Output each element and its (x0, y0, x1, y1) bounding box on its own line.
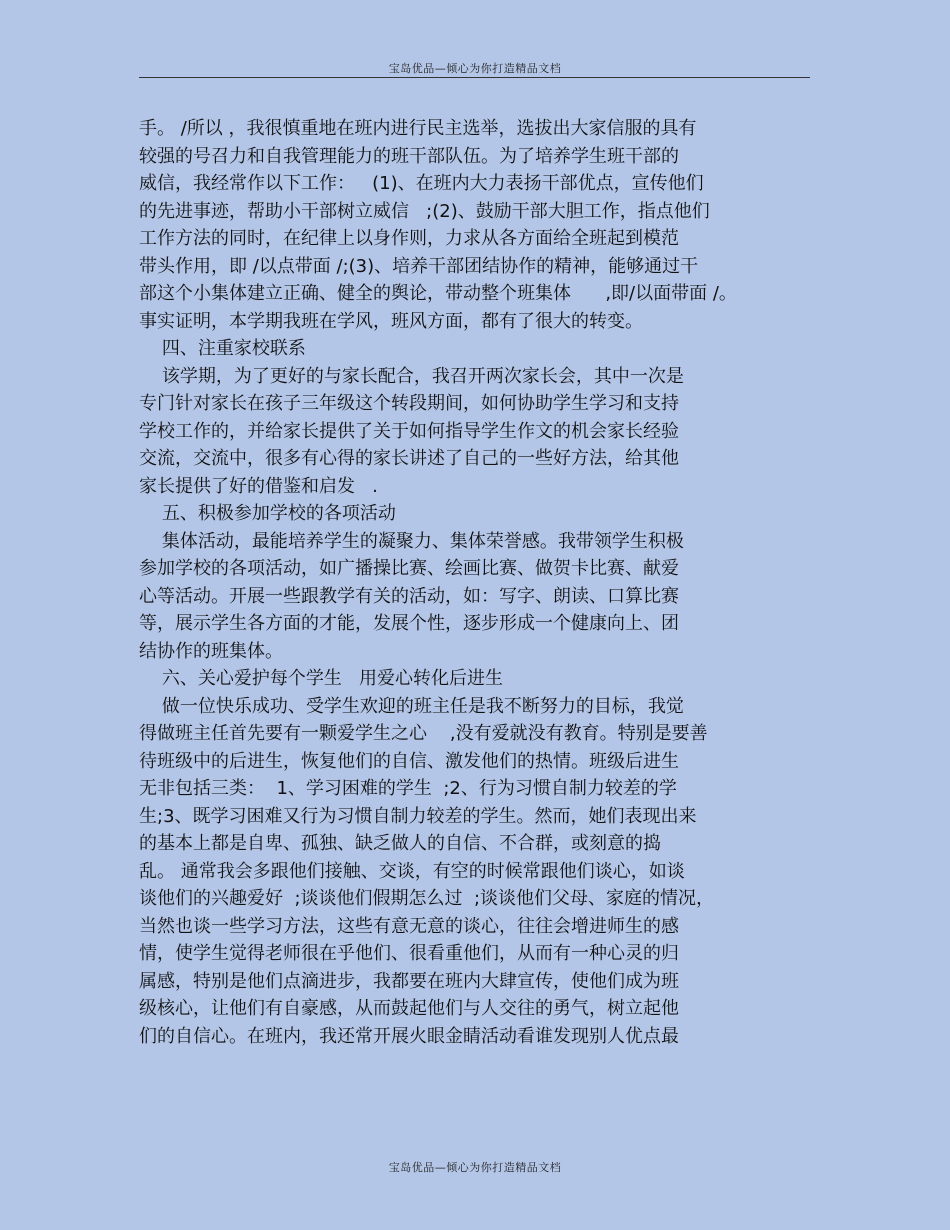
header-divider (139, 77, 810, 78)
text-line: 待班级中的后进生，恢复他们的自信、激发他们的热情。班级后进生 (139, 750, 679, 772)
text-line: 交流，交流中，很多有心得的家长讲述了自己的一些好方法，给其他 (139, 448, 679, 469)
text-line: 事实证明，本学期我班在学风，班风方面，都有了很大的转变。 (139, 310, 643, 332)
text-line: 心等活动。开展一些跟教学有关的活动，如：写字、朗读、口算比赛 (139, 585, 679, 607)
text-line: 得做班主任首先要有一颗爱学生之心 ,没有爱就没有教育。特别是要善 (139, 723, 708, 744)
text-line: 情，使学生觉得老师很在乎他们、很看重他们，从而有一种心灵的归 (139, 943, 679, 964)
text-line: 的先进事迹，帮助小干部树立威信 ;(2)、鼓励干部大胆工作，指点他们 (139, 200, 710, 222)
text-line: 威信，我经常作以下工作： (1)、在班内大力表扬干部优点，宣传他们 (139, 173, 704, 194)
text-line: 该学期，为了更好的与家长配合，我召开两次家长会，其中一次是 (139, 365, 684, 387)
text-line: 工作方法的同时，在纪律上以身作则，力求从各方面给全班起到模范 (139, 228, 679, 249)
text-line: 集体活动，最能培养学生的凝聚力、集体荣誉感。我带领学生积极 (139, 530, 684, 552)
page-header: 宝岛优品—倾心为你打造精品文档 (388, 62, 562, 75)
text-line: 家长提供了好的借鉴和启发 . (139, 475, 378, 497)
document-body (139, 115, 829, 1050)
text-line: 学校工作的，并给家长提供了关于如何指导学生作文的机会家长经验 (139, 420, 679, 442)
text-line: 无非包括三类： 1、学习困难的学生 ;2、行为习惯自制力较差的学 (139, 778, 677, 799)
text-line: 结协作的班集体。 (139, 640, 283, 662)
text-line: 的基本上都是自卑、孤独、缺乏做人的自信、不合群，或刻意的捣 (139, 833, 661, 854)
text-line: 参加学校的各项活动，如广播操比赛、绘画比赛、做贺卡比赛、献爱 (139, 558, 679, 579)
section-heading: 六、关心爱护每个学生 用爱心转化后进生 (139, 668, 504, 689)
text-line: 属感，特别是他们点滴进步，我都要在班内大肆宣传，使他们成为班 (139, 970, 679, 992)
text-line: 手。 /所以 ，我很慎重地在班内进行民主选举，选拔出大家信服的具有 (139, 118, 697, 139)
text-line: 级核心，让他们有自豪感，从而鼓起他们与人交往的勇气，树立起他 (139, 998, 679, 1019)
text-line: 等，展示学生各方面的才能，发展个性，逐步形成一个健康向上、团 (139, 613, 679, 634)
text-line: 当然也谈一些学习方法，这些有意无意的谈心，往往会增进师生的感 (139, 915, 679, 937)
text-line: 们的自信心。在班内，我还常开展火眼金睛活动看谁发现别人优点最 (139, 1025, 679, 1047)
text-line: 较强的号召力和自我管理能力的班干部队伍。为了培养学生班干部的 (139, 145, 679, 167)
section-heading: 四、注重家校联系 (139, 338, 306, 359)
text-line: 谈他们的兴趣爱好 ;谈谈他们假期怎么过 ;谈谈他们父母、家庭的情况， (139, 888, 715, 909)
text-line: 带头作用，即 /以点带面 /;(3)、培养干部团结协作的精神，能够通过干 (139, 255, 699, 277)
text-line: 部这个小集体建立正确、健全的舆论，带动整个班集体 ,即/以面带面 /。 (139, 283, 737, 304)
text-line: 做一位快乐成功、受学生欢迎的班主任是我不断努力的目标，我觉 (139, 695, 684, 717)
text-line: 专门针对家长在孩子三年级这个转段期间，如何协助学生学习和支持 (139, 393, 679, 414)
text-line: 乱。 通常我会多跟他们接触、交谈，有空的时候常跟他们谈心，如谈 (139, 860, 685, 882)
page-footer: 宝岛优品—倾心为你打造精品文档 (388, 1161, 562, 1174)
section-heading: 五、积极参加学校的各项活动 (139, 503, 396, 524)
text-line: 生;3、既学习困难又行为习惯自制力较差的学生。然而，她们表现出来 (139, 805, 697, 827)
